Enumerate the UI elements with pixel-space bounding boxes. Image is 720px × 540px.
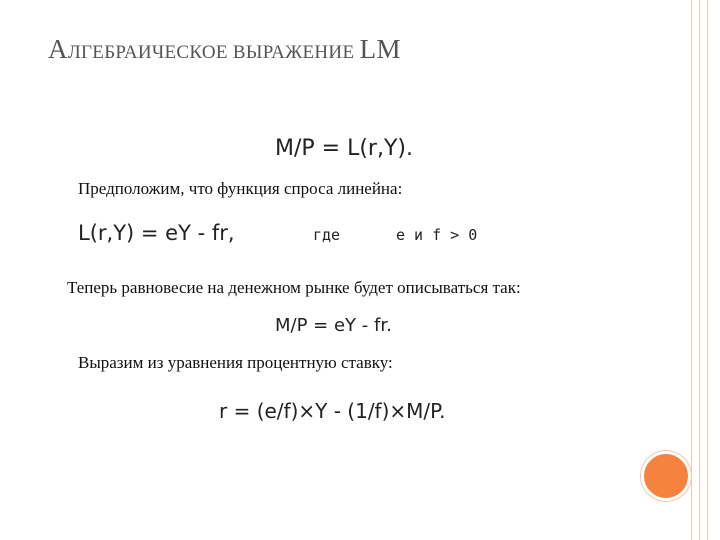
title-first-letter: А (48, 34, 68, 64)
text-linear-demand: Предположим, что функция спроса линейна: (78, 179, 403, 198)
slide-title (48, 34, 401, 65)
title-tail: LM (359, 34, 401, 64)
where-label: где (313, 226, 341, 244)
title-text: ЛГЕБРАИЧЕСКОЕ ВЫРАЖЕНИЕ (67, 42, 355, 63)
text-equilibrium: Теперь равновесие на денежном рынке будет описываться так: (67, 278, 521, 297)
formula-interest-rate: r = (e/f)×Y - (1/f)×M/P. (219, 399, 446, 423)
text-express-rate: Выразим из уравнения процентную ставку: (78, 353, 393, 372)
decorative-border-line (699, 0, 700, 540)
condition-text: e и f > 0 (396, 226, 478, 244)
formula-money-demand: M/P = L(r,Y). (275, 136, 413, 161)
formula-linear-demand: L(r,Y) = eY - fr, (78, 221, 235, 245)
accent-circle (641, 451, 691, 501)
decorative-border-line (691, 0, 692, 540)
decorative-border-line (707, 0, 708, 540)
formula-equilibrium: M/P = eY - fr. (275, 315, 392, 336)
